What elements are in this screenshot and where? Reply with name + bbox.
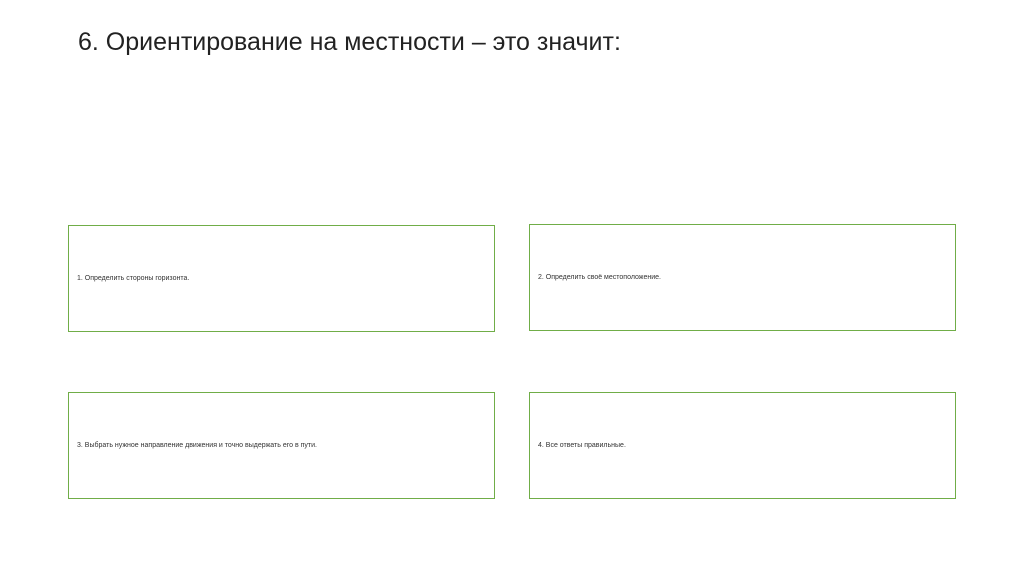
answer-option-2-label: 2. Определить своё местоположение. xyxy=(538,274,661,281)
answer-option-3[interactable] xyxy=(68,392,495,499)
answer-option-4-label: 4. Все ответы правильные. xyxy=(538,442,626,449)
answer-option-1[interactable] xyxy=(68,225,495,332)
answer-option-4[interactable] xyxy=(529,392,956,499)
answer-option-3-label: 3. Выбрать нужное направление движения и точно выдержать его в пути. xyxy=(77,442,317,449)
question-title: 6. Ориентирование на местности – это значит: xyxy=(78,28,621,56)
answer-option-2[interactable] xyxy=(529,224,956,331)
answer-option-1-label: 1. Определить стороны горизонта. xyxy=(77,275,190,282)
